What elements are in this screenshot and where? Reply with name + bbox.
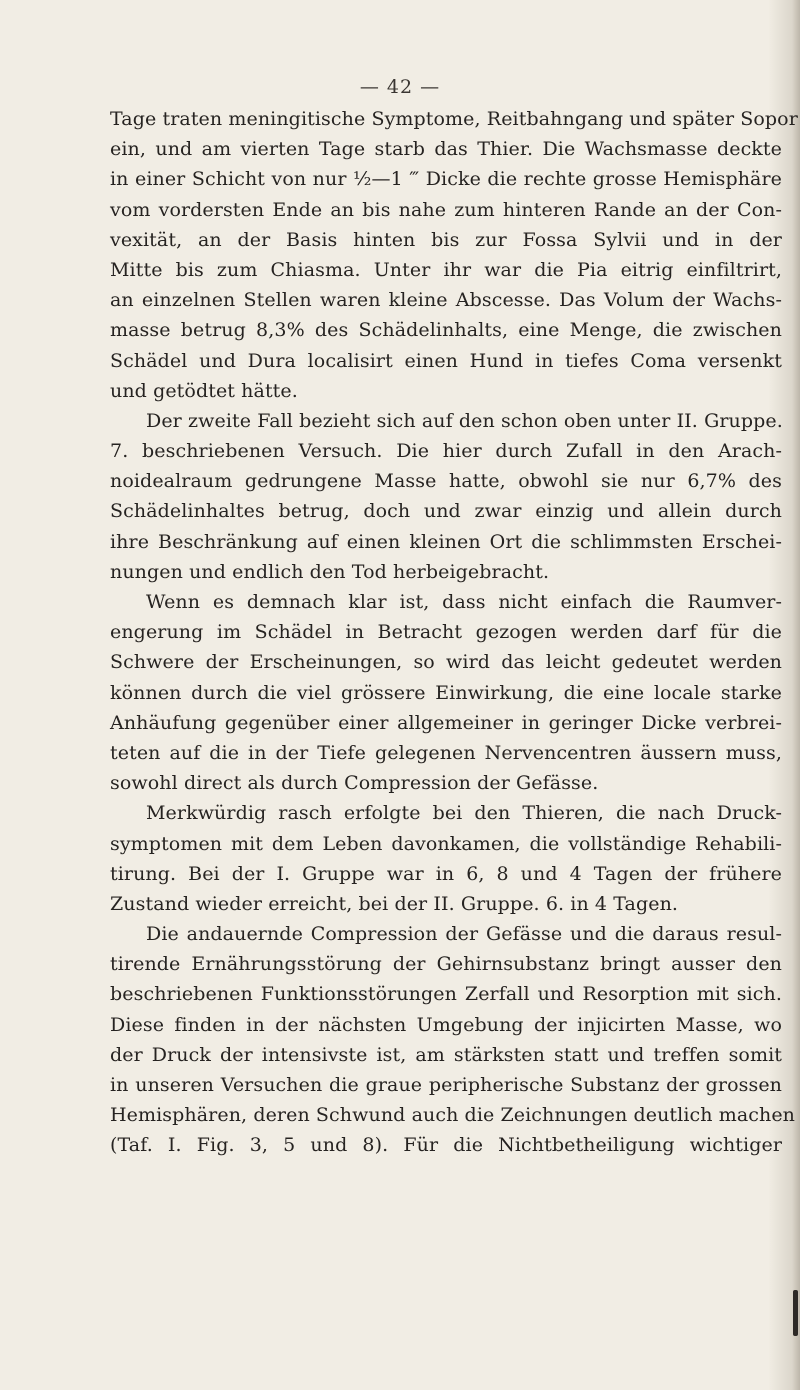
text-line: Schwere der Erscheinungen, so wird das leicht gedeutet werden bbox=[110, 651, 782, 674]
text-line: nungen und endlich den Tod herbeigebracht. bbox=[110, 560, 550, 583]
text-line: in einer Schicht von nur ½—1 ‴ Dicke die rechte grosse Hemisphäre bbox=[110, 168, 782, 191]
text-line: beschriebenen Funktionsstörungen Zerfall und Resorption mit sich. bbox=[110, 983, 782, 1006]
text-line: Schädel und Dura localisirt einen Hund in tiefes Coma versenkt bbox=[110, 349, 782, 372]
text-line: tirung. Bei der I. Gruppe war in 6, 8 und 4 Tagen der frühere bbox=[110, 862, 782, 885]
text-line: teten auf die in der Tiefe gelegenen Nervencentren äussern muss, bbox=[110, 741, 782, 764]
text-line: Wenn es demnach klar ist, dass nicht einfach die Raumver- bbox=[146, 591, 782, 613]
text-line: noidealraum gedrungene Masse hatte, obwohl sie nur 6,7% des bbox=[110, 470, 782, 493]
text-line: vom vordersten Ende an bis nahe zum hinteren Rande an der Con- bbox=[110, 198, 782, 221]
text-line: Zustand wieder erreicht, bei der II. Gruppe. 6. in 4 Tagen. bbox=[110, 892, 679, 915]
text-line: Hemisphären, deren Schwund auch die Zeichnungen deutlich machen bbox=[110, 1104, 796, 1127]
text-line: ihre Beschränkung auf einen kleinen Ort die schlimmsten Erschei- bbox=[110, 530, 782, 553]
text-line: Der zweite Fall bezieht sich auf den schon oben unter II. Gruppe. bbox=[146, 409, 783, 432]
text-line: der Druck der intensivste ist, am stärksten statt und treffen somit bbox=[110, 1043, 782, 1066]
text-line: Diese finden in der nächsten Umgebung der injicirten Masse, wo bbox=[110, 1013, 782, 1036]
text-line: Tage traten meningitische Symptome, Reitbahngang und später Sopor bbox=[110, 108, 798, 130]
text-line: 7. beschriebenen Versuch. Die hier durch Zufall in den Arach- bbox=[110, 440, 782, 463]
text-line: engerung im Schädel in Betracht gezogen werden darf für die bbox=[110, 621, 782, 644]
text-line: können durch die viel grössere Einwirkung, die eine locale starke bbox=[110, 681, 782, 704]
text-line: (Taf. I. Fig. 3, 5 und 8). Für die Nichtbetheiligung wichtiger bbox=[110, 1134, 782, 1157]
text-line: in unseren Versuchen die graue peripherische Substanz der grossen bbox=[110, 1074, 782, 1096]
margin-edge-mark bbox=[793, 1290, 798, 1336]
page-number: — 42 — bbox=[359, 76, 441, 98]
text-line: masse betrug 8,3% des Schädelinhalts, eine Menge, die zwischen bbox=[110, 319, 782, 342]
text-line: sowohl direct als durch Compression der Gefässe. bbox=[110, 772, 599, 795]
text-line: Die andauernde Compression der Gefässe und die daraus resul- bbox=[146, 923, 782, 946]
text-line: Schädelinhaltes betrug, doch und zwar einzig und allein durch bbox=[110, 500, 782, 523]
text-line: Anhäufung gegenüber einer allgemeiner in geringer Dicke verbrei- bbox=[110, 711, 782, 734]
text-line: symptomen mit dem Leben davonkamen, die vollständige Rehabili- bbox=[110, 832, 782, 855]
text-line: Merkwürdig rasch erfolgte bei den Thieren, die nach Druck- bbox=[146, 802, 782, 825]
text-line: tirende Ernährungsstörung der Gehirnsubstanz bringt ausser den bbox=[110, 953, 782, 976]
text-line: und getödtet hätte. bbox=[110, 379, 298, 402]
text-line: vexität, an der Basis hinten bis zur Fossa Sylvii und in der bbox=[110, 228, 782, 251]
text-line: ein, und am vierten Tage starb das Thier. Die Wachsmasse deckte bbox=[110, 138, 782, 161]
text-line: Mitte bis zum Chiasma. Unter ihr war die Pia eitrig einfiltrirt, bbox=[110, 258, 782, 281]
body-text bbox=[110, 104, 798, 1161]
text-line: an einzelnen Stellen waren kleine Abscesse. Das Volum der Wachs- bbox=[110, 289, 782, 312]
